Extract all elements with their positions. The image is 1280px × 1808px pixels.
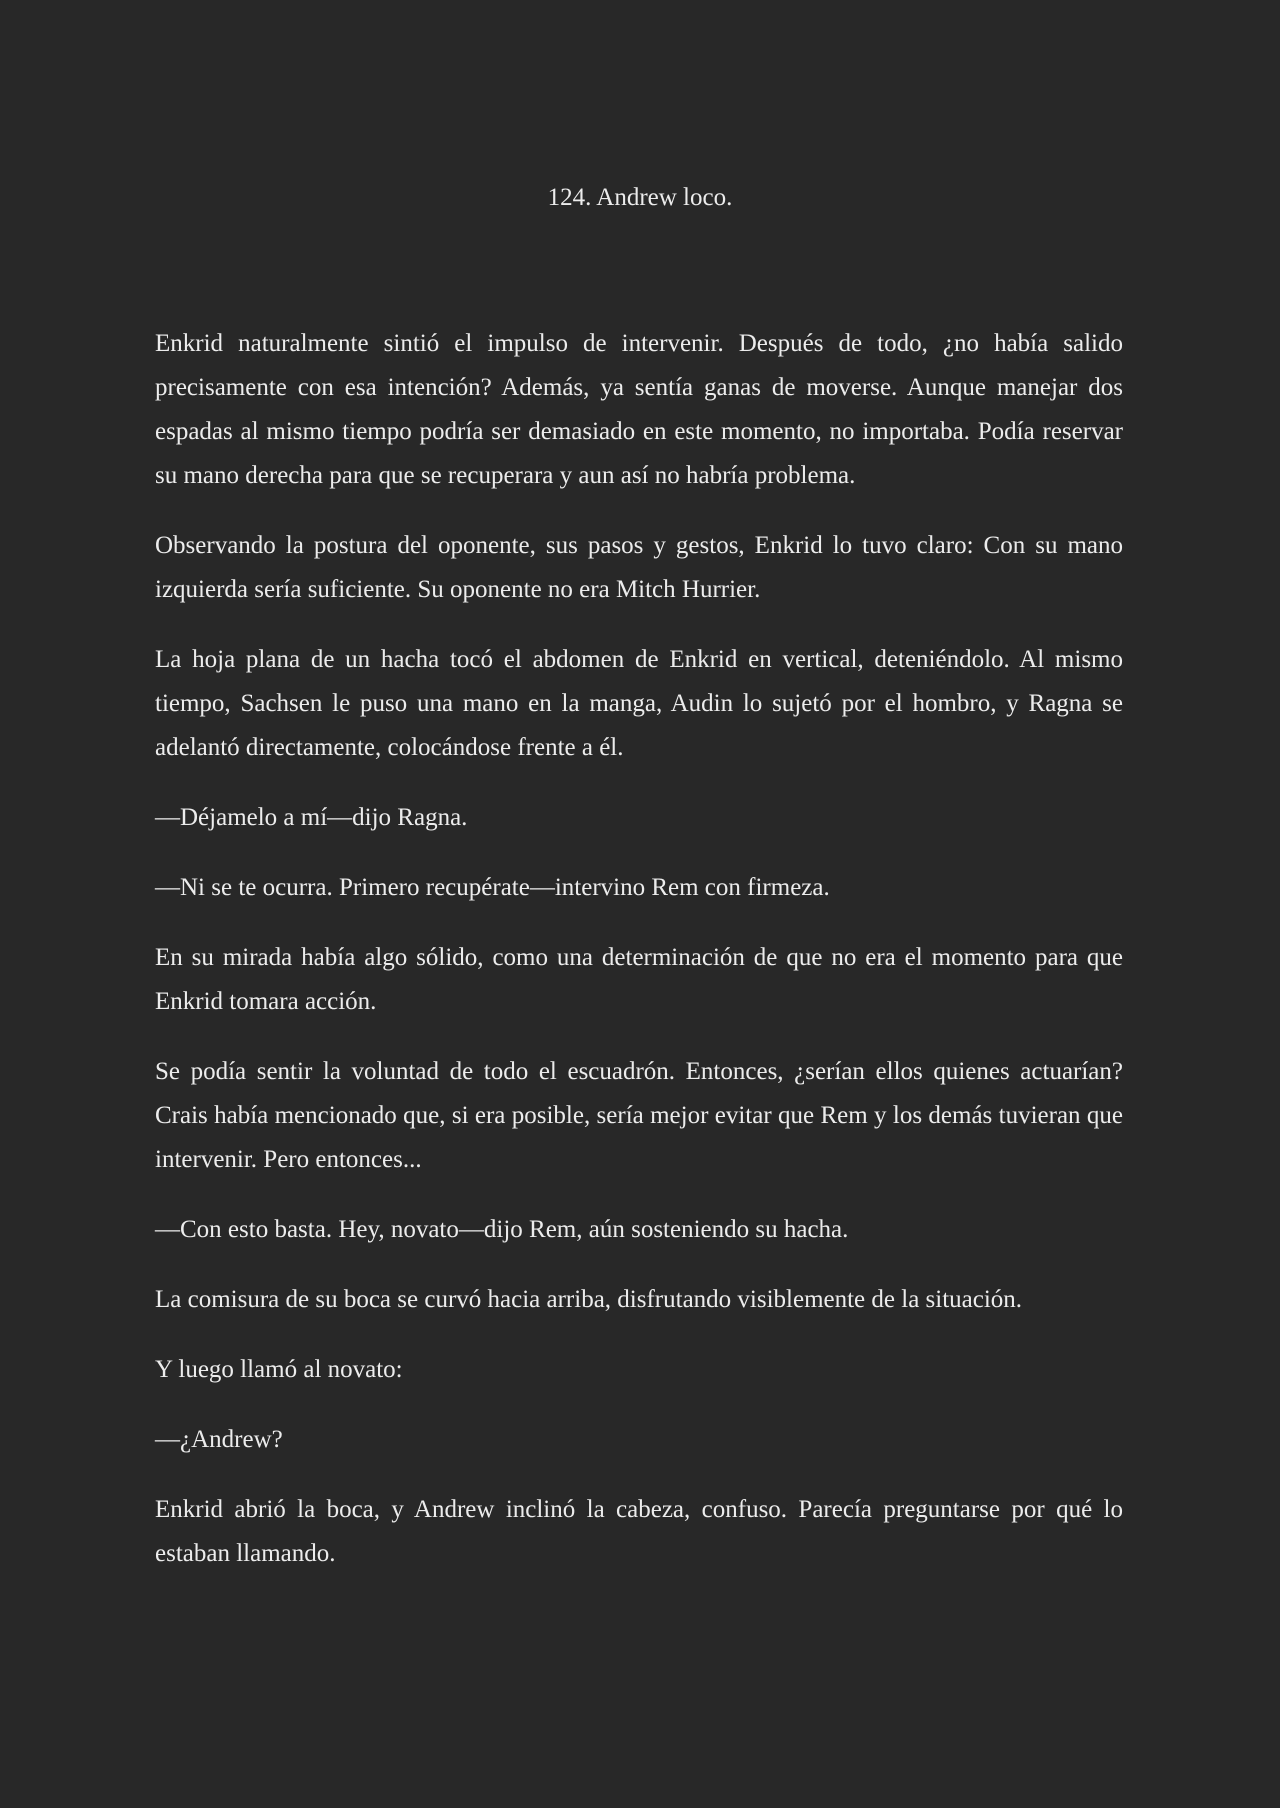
paragraph: La comisura de su boca se curvó hacia arriba, disfrutando visiblemente de la situación. xyxy=(155,1286,1023,1313)
paragraph: La hoja plana de un hacha tocó el abdomen de Enkrid en vertical, deteniéndolo. Al mismo tiempo, Sachsen le puso una mano en la manga, Audin lo sujetó por el hombro, y Ragna se adelantó directamente, colocándose frente a él. xyxy=(155,646,1123,761)
paragraph: Observando la postura del oponente, sus pasos y gestos, Enkrid lo tuvo claro: Con su mano izquierda sería suficiente. Su oponente no era Mitch Hurrier. xyxy=(155,532,1123,603)
paragraph: Enkrid abrió la boca, y Andrew inclinó la cabeza, confuso. Parecía preguntarse por qué lo estaban llamando. xyxy=(155,1496,1123,1567)
paragraph: —Déjamelo a mí—dijo Ragna. xyxy=(155,804,468,831)
chapter-title: 124. Andrew loco. xyxy=(547,184,733,211)
paragraph: Se podía sentir la voluntad de todo el escuadrón. Entonces, ¿serían ellos quienes actuarían? Crais había mencionado que, si era posible, sería mejor evitar que Rem y los demás tuvieran que intervenir. Pero entonces... xyxy=(155,1058,1123,1173)
paragraph: Enkrid naturalmente sintió el impulso de intervenir. Después de todo, ¿no había salido precisamente con esa intención? Además, ya sentía ganas de moverse. Aunque manejar dos espadas al mismo tiempo podría ser demasiado en este momento, no importaba. Podía reservar su mano derecha para que se recuperara y aun así no habría problema. xyxy=(155,330,1123,489)
paragraph: Y luego llamó al novato: xyxy=(155,1356,403,1383)
paragraph: —¿Andrew? xyxy=(155,1426,283,1453)
paragraph: En su mirada había algo sólido, como una determinación de que no era el momento para que Enkrid tomara acción. xyxy=(155,944,1123,1015)
chapter-body xyxy=(155,322,1123,1602)
paragraph: —Ni se te ocurra. Primero recupérate—intervino Rem con firmeza. xyxy=(155,874,830,901)
paragraph: —Con esto basta. Hey, novato—dijo Rem, aún sosteniendo su hacha. xyxy=(155,1216,849,1243)
